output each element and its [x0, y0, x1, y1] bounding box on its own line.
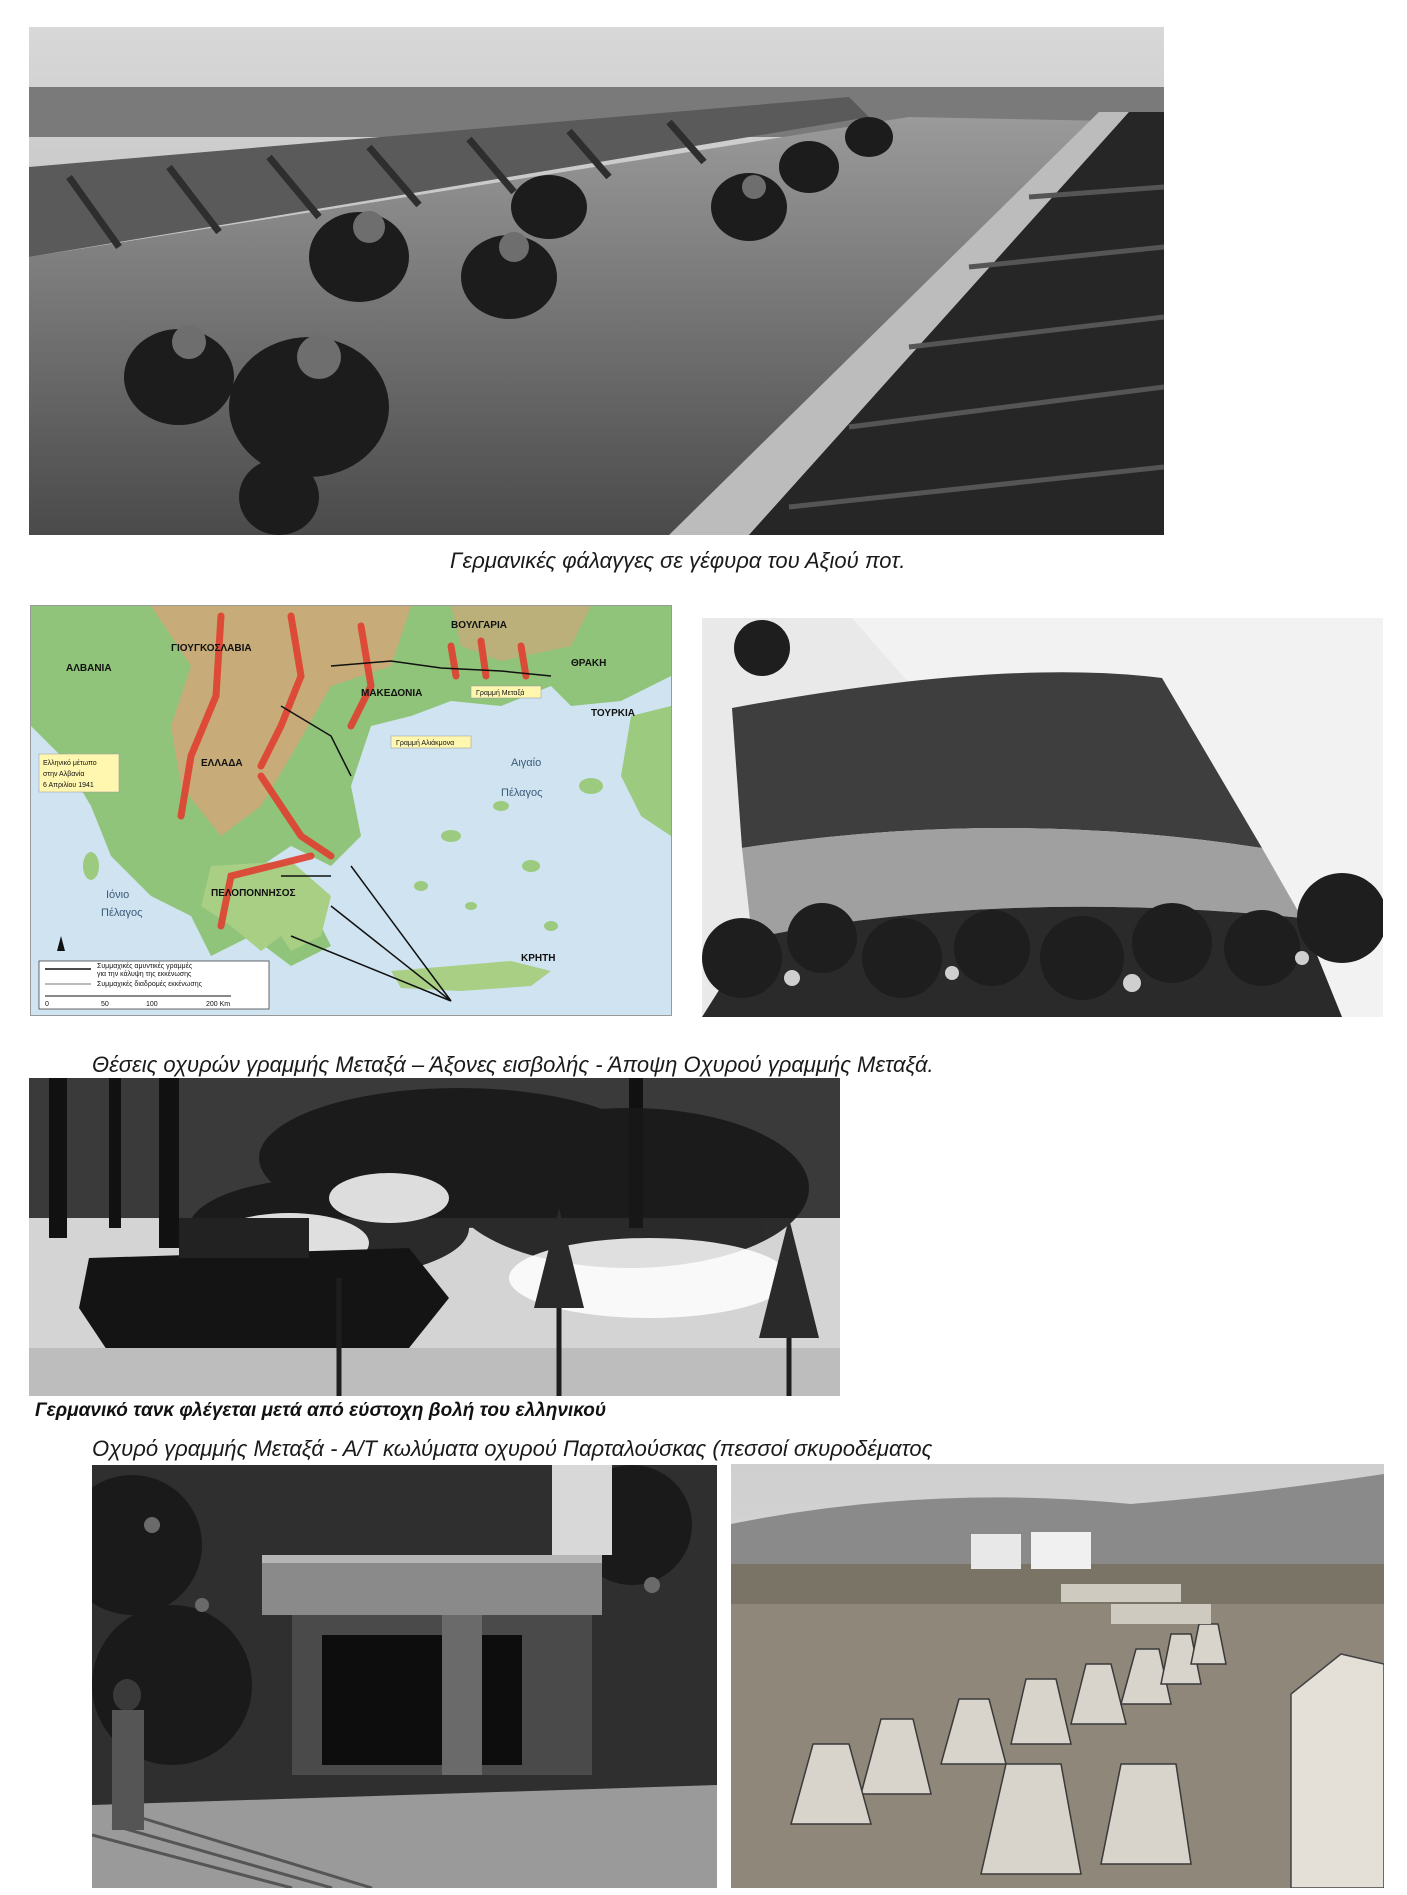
bunker-entrance-photo: [92, 1465, 717, 1888]
legend-line2: Συμμαχικές διαδρομές εκκένωσης: [97, 981, 202, 988]
map-tag-albania-front-2: στην Αλβανία: [43, 771, 85, 778]
tank-photo: [29, 1078, 840, 1428]
map-label-aegean-1: Αιγαίο: [511, 757, 542, 769]
map-label-peloponnese: ΠΕΛΟΠΟΝΝΗΣΟΣ: [211, 888, 296, 899]
legend-scale-100: 100: [146, 1001, 158, 1008]
bridge-caption: Γερμανικές φάλαγγες σε γέφυρα του Αξιού ποτ.: [450, 548, 906, 573]
map-label-thrace: ΘΡΑΚΗ: [571, 658, 607, 669]
map-label-ionian-1: Ιόνιο: [106, 889, 130, 901]
map-tag-metaxas-line: Γραμμή Μεταξά: [476, 690, 525, 697]
legend-scale-50: 50: [101, 1001, 109, 1008]
map-label-albania: ΑΛΒΑΝΙΑ: [66, 663, 112, 674]
map-label-yugoslavia: ΓΙΟΥΓΚΟΣΛΑΒΙΑ: [171, 643, 252, 654]
legend-scale-0: 0: [45, 1001, 49, 1008]
map-label-aegean-2: Πέλαγος: [501, 787, 543, 799]
map-tag-albania-front-1: Ελληνικό μέτωπο: [43, 760, 97, 767]
legend-line1b: για την κάλυψη της εκκένωσης: [97, 971, 192, 978]
tank-photo-caption: Γερμανικό τανκ φλέγεται μετά από εύστοχη βολή του ελληνικού: [35, 1400, 607, 1421]
map-label-bulgaria: ΒΟΥΛΓΑΡΙΑ: [451, 620, 507, 631]
invasion-map: [30, 605, 672, 1016]
map-label-macedonia: ΜΑΚΕΔΟΝΙΑ: [361, 688, 423, 699]
map-label-greece: ΕΛΛΑΔΑ: [201, 758, 243, 769]
map-label-ionian-2: Πέλαγος: [101, 907, 143, 919]
legend-line1: Συμμαχικές αμυντικές γραμμές: [97, 963, 193, 970]
tank-obstacles-photo: [731, 1464, 1384, 1888]
tank-obstacles-caption: Οχυρό γραμμής Μεταξά - Α/Τ κωλύματα οχυρού Παρταλούσκας (πεσσοί σκυροδέματος: [92, 1436, 933, 1461]
map-tag-albania-front-3: 6 Απριλίου 1941: [43, 782, 94, 789]
map-label-crete: ΚΡΗΤΗ: [521, 953, 556, 964]
map-bunker-caption: Θέσεις οχυρών γραμμής Μεταξά – Άξονες εισβολής - Άποψη Οχυρού γραμμής Μεταξά.: [92, 1052, 934, 1077]
bridge-photo: [29, 27, 1164, 535]
bunker-photo: [702, 618, 1383, 1017]
map-label-turkey: ΤΟΥΡΚΙΑ: [591, 708, 635, 719]
map-tag-aliakmon-line: Γραμμή Αλιάκμονα: [396, 740, 455, 747]
legend-scale-200: 200 Km: [206, 1001, 231, 1008]
